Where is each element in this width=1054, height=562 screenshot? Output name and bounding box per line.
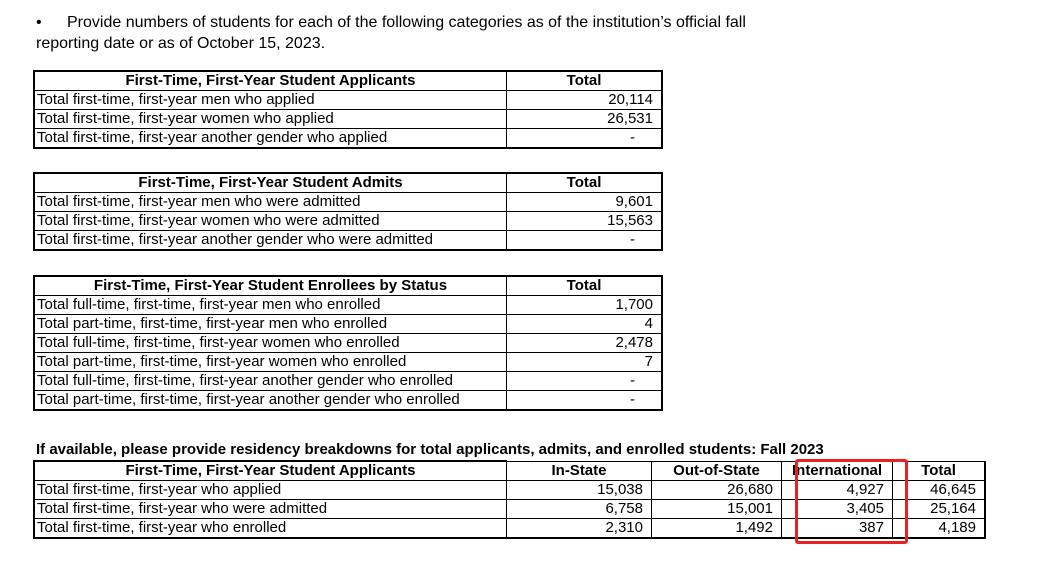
- row-value: 7: [507, 353, 663, 372]
- admits-table: [33, 172, 663, 251]
- residency-table: [33, 460, 986, 539]
- bullet: •: [36, 14, 42, 31]
- column-header: First-Time, First-Year Student Applicants: [34, 71, 507, 91]
- row-value: 26,531: [507, 110, 663, 129]
- row-label: Total full-time, first-time, first-year another gender who enrolled: [34, 372, 507, 391]
- row-label: Total first-time, first-year men who applied: [34, 91, 507, 110]
- row-label: Total first-time, first-year men who were admitted: [34, 193, 507, 212]
- column-header-out-of-state: Out-of-State: [652, 461, 782, 481]
- row-value: 20,114: [507, 91, 663, 110]
- row-label: Total part-time, first-time, first-year another gender who enrolled: [34, 391, 507, 411]
- table-row: [34, 193, 662, 212]
- row-value: 2,478: [507, 334, 663, 353]
- international-value: 4,927: [782, 481, 893, 500]
- row-value: 15,563: [507, 212, 663, 231]
- row-label: Total first-time, first-year women who applied: [34, 110, 507, 129]
- table-row: [34, 129, 662, 149]
- residency-heading: If available, please provide residency breakdowns for total applicants, admits, and enrolled students: Fall 2023: [36, 441, 824, 458]
- table-row: [34, 212, 662, 231]
- table-row: [34, 110, 662, 129]
- row-label: Total first-time, first-year who were admitted: [34, 500, 507, 519]
- column-header-total: Total: [507, 71, 663, 91]
- table-row: [34, 315, 662, 334]
- column-header: First-Time, First-Year Student Applicants: [34, 461, 507, 481]
- column-header-in-state: In-State: [507, 461, 652, 481]
- column-header: First-Time, First-Year Student Enrollees by Status: [34, 276, 507, 296]
- international-value: 387: [782, 519, 893, 539]
- instructions-line-1: Provide numbers of students for each of the following categories as of the institution’s official fall: [67, 14, 746, 31]
- instructions: [36, 12, 796, 54]
- table-row: [34, 519, 985, 539]
- row-value: 1,700: [507, 296, 663, 315]
- table-row: [34, 91, 662, 110]
- table-row: [34, 500, 985, 519]
- table-row: [34, 296, 662, 315]
- table-row: [34, 481, 985, 500]
- column-header: First-Time, First-Year Student Admits: [34, 173, 507, 193]
- out-of-state-value: 15,001: [652, 500, 782, 519]
- row-value: 9,601: [507, 193, 663, 212]
- row-label: Total first-time, first-year another gender who were admitted: [34, 231, 507, 251]
- row-label: Total first-time, first-year who applied: [34, 481, 507, 500]
- row-label: Total part-time, first-time, first-year women who enrolled: [34, 353, 507, 372]
- table-header-row: [34, 71, 662, 91]
- row-value: -: [507, 391, 663, 411]
- row-value: -: [507, 129, 663, 149]
- enrollees-table: [33, 275, 663, 411]
- international-value: 3,405: [782, 500, 893, 519]
- table-header-row: [34, 173, 662, 193]
- total-value: 4,189: [893, 519, 986, 539]
- table-row: [34, 353, 662, 372]
- applicants-table: [33, 70, 663, 149]
- row-value: 4: [507, 315, 663, 334]
- column-header-total: Total: [507, 276, 663, 296]
- in-state-value: 15,038: [507, 481, 652, 500]
- column-header-total: Total: [893, 461, 986, 481]
- row-value: -: [507, 372, 663, 391]
- table-row: [34, 231, 662, 251]
- out-of-state-value: 1,492: [652, 519, 782, 539]
- row-label: Total full-time, first-time, first-year women who enrolled: [34, 334, 507, 353]
- row-label: Total first-time, first-year women who were admitted: [34, 212, 507, 231]
- row-value: -: [507, 231, 663, 251]
- row-label: Total full-time, first-time, first-year men who enrolled: [34, 296, 507, 315]
- instructions-line-2: reporting date or as of October 15, 2023.: [36, 35, 326, 52]
- table-row: [34, 391, 662, 411]
- out-of-state-value: 26,680: [652, 481, 782, 500]
- row-label: Total first-time, first-year another gender who applied: [34, 129, 507, 149]
- table-header-row: [34, 276, 662, 296]
- column-header-international: International: [782, 461, 893, 481]
- in-state-value: 2,310: [507, 519, 652, 539]
- column-header-total: Total: [507, 173, 663, 193]
- total-value: 46,645: [893, 481, 986, 500]
- table-row: [34, 334, 662, 353]
- row-label: Total part-time, first-time, first-year men who enrolled: [34, 315, 507, 334]
- row-label: Total first-time, first-year who enrolled: [34, 519, 507, 539]
- in-state-value: 6,758: [507, 500, 652, 519]
- table-header-row: [34, 461, 985, 481]
- total-value: 25,164: [893, 500, 986, 519]
- table-row: [34, 372, 662, 391]
